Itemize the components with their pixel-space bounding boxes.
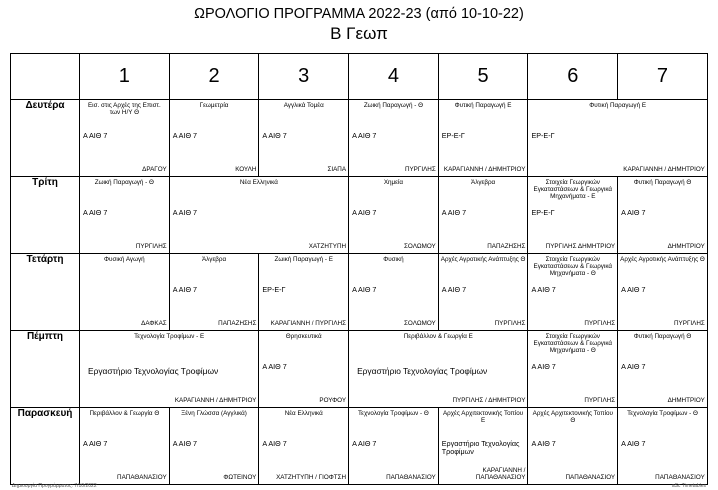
lesson-teacher: ΠΥΡΓΙΛΗΣ <box>584 397 616 404</box>
lesson-teacher: ΚΑΡΑΓΙΑΝΝΗ / ΔΗΜΗΤΡΙΟΥ <box>443 166 526 173</box>
lesson-room: Α ΑΙΘ 7 <box>531 362 556 371</box>
lesson-cell <box>528 408 618 485</box>
lesson-room: Α ΑΙΘ 7 <box>352 439 377 448</box>
lesson-teacher: ΚΑΡΑΓΙΑΝΝΗ / ΔΗΜΗΤΡΙΟΥ <box>174 397 257 404</box>
lesson-subject: Ξένη Γλώσσα (Αγγλικά) <box>181 410 247 417</box>
lesson-subject: Νέα Ελληνικά <box>284 410 323 417</box>
lesson-teacher: ΔΗΜΗΤΡΙΟΥ <box>667 397 705 404</box>
lesson-subject: Φυτική Παραγωγή Θ <box>633 179 692 186</box>
lesson-subject: Αρχές Αρχιτεκτονικής Τοπίου Θ <box>532 410 613 424</box>
lesson-room: Εργαστήριο Τεχνολογίας Τροφίμων <box>88 366 219 376</box>
day-label: Πέμπτη <box>11 331 80 408</box>
day-label: Τρίτη <box>11 177 80 254</box>
lesson-cell <box>259 408 349 485</box>
period-header: 3 <box>259 54 349 100</box>
lesson-subject: Περιβάλλον & Γεωργία Ε <box>403 333 473 340</box>
lesson-teacher: ΚΑΡΑΓΙΑΝΝΗ / ΔΗΜΗΤΡΙΟΥ <box>623 166 705 173</box>
lesson-room: ΕΡ-Ε-Γ <box>531 131 555 140</box>
period-header: 1 <box>80 54 170 100</box>
lesson-cell <box>349 100 439 177</box>
lesson-room: Εργαστήριο Τεχνολογίας Τροφίμων <box>441 439 520 456</box>
lesson-cell <box>80 177 170 254</box>
lesson-subject: Ζωική Παραγωγή - Ε <box>274 256 333 263</box>
lesson-subject: Αρχές Αγροτικής Ανάπτυξης Θ <box>620 256 705 263</box>
lesson-room: ΕΡ-Ε-Γ <box>531 208 555 217</box>
lesson-cell <box>618 177 708 254</box>
day-row <box>11 408 708 485</box>
lesson-teacher: ΔΗΜΗΤΡΙΟΥ <box>667 243 705 250</box>
lesson-subject: Στοιχεία Γεωργικών Εγκαταστάσεων & Γεωργικά Μηχανήματα - Ε <box>533 179 613 200</box>
lesson-subject: Θρησκευτικά <box>285 333 322 340</box>
lesson-subject: Άλγεβρα <box>471 179 496 186</box>
lesson-cell <box>528 177 618 254</box>
lesson-subject: Φυτική Παραγωγή Ε <box>454 102 512 109</box>
lesson-room: Α ΑΙΘ 7 <box>531 285 556 294</box>
lesson-cell <box>349 254 439 331</box>
lesson-subject: Αρχές Αρχιτεκτονικής Τοπίου Ε <box>442 410 524 424</box>
lesson-room: Α ΑΙΘ 7 <box>83 208 108 217</box>
lesson-teacher: ΔΑΦΚΑΣ <box>141 320 167 327</box>
lesson-cell <box>618 331 708 408</box>
lesson-subject: Γεωμετρία <box>199 102 229 109</box>
lesson-cell <box>169 408 259 485</box>
lesson-subject: Φυσική <box>383 256 404 263</box>
lesson-teacher: ΠΥΡΓΙΛΗΣ <box>494 320 526 327</box>
lesson-teacher: ΠΥΡΓΙΛΗΣ <box>674 320 705 327</box>
lesson-room: Α ΑΙΘ 7 <box>83 131 108 140</box>
day-row <box>11 254 708 331</box>
period-header: 5 <box>438 54 528 100</box>
lesson-room: Εργαστήριο Τεχνολογίας Τροφίμων <box>357 366 488 376</box>
lesson-subject: Φυτική Παραγωγή Θ <box>633 333 692 340</box>
timetable <box>10 53 708 485</box>
lesson-subject: Τεχνολογία Τροφίμων - Θ <box>627 410 698 417</box>
lesson-teacher: ΚΑΡΑΓΙΑΝΝΗ / ΠΥΡΓΙΛΗΣ <box>270 320 347 327</box>
lesson-teacher: ΠΥΡΓΙΛΗΣ <box>135 243 167 250</box>
lesson-subject: Χημεία <box>383 179 403 186</box>
lesson-room: Α ΑΙΘ 7 <box>441 285 467 294</box>
lesson-cell <box>259 254 349 331</box>
lesson-room: Α ΑΙΘ 7 <box>441 208 467 217</box>
period-header-row <box>11 54 708 100</box>
period-header: 4 <box>349 54 439 100</box>
lesson-teacher: ΠΥΡΓΙΛΗΣ ΔΗΜΗΤΡΙΟΥ <box>545 243 616 250</box>
lesson-subject: Φυσική Αγωγή <box>104 256 145 263</box>
day-row <box>11 177 708 254</box>
page-title: ΩΡΟΛΟΓΙΟ ΠΡΟΓΡΑΜΜΑ 2022-23 (από 10-10-22) <box>194 6 524 22</box>
lesson-subject: Εισ. στις Αρχές της Επιστ. των Η/Υ Θ <box>87 102 161 116</box>
lesson-subject: Αρχές Αγροτικής Ανάπτυξης Θ <box>440 256 526 263</box>
lesson-cell <box>80 100 170 177</box>
lesson-subject: Φυτική Παραγωγή Ε <box>589 102 647 109</box>
lesson-cell <box>438 100 528 177</box>
lesson-subject: Άλγεβρα <box>201 256 227 263</box>
class-name: Β Γεωπ <box>330 24 388 43</box>
lesson-subject: Τεχνολογία Τροφίμων - Θ <box>358 410 429 417</box>
day-row <box>11 331 708 408</box>
lesson-cell <box>80 331 259 408</box>
lesson-teacher: ΠΥΡΓΙΛΗΣ <box>584 320 616 327</box>
lesson-room: Α ΑΙΘ 7 <box>172 131 198 140</box>
lesson-room: Α ΑΙΘ 7 <box>172 439 198 448</box>
lesson-room: Α ΑΙΘ 7 <box>621 362 646 371</box>
lesson-room: Α ΑΙΘ 7 <box>621 439 646 448</box>
lesson-teacher: ΠΥΡΓΙΛΗΣ <box>404 166 436 173</box>
lesson-teacher: ΣΟΛΩΜΟΥ <box>404 320 436 327</box>
lesson-teacher: ΠΑΠΑΘΑΝΑΣΙΟΥ <box>655 474 705 481</box>
lesson-cell <box>349 177 439 254</box>
lesson-subject: Στοιχεία Γεωργικών Εγκαταστάσεων & Γεωργικά Μηχανήματα - Θ <box>533 333 613 354</box>
lesson-cell <box>528 254 618 331</box>
period-header: 6 <box>528 54 618 100</box>
lesson-cell <box>528 331 618 408</box>
lesson-cell <box>259 100 349 177</box>
footer-created: Δημιουργία Προγράμματος: 7/10/2022 <box>12 483 97 489</box>
lesson-cell <box>618 254 708 331</box>
lesson-cell <box>169 254 259 331</box>
lesson-cell <box>349 408 439 485</box>
lesson-room: Α ΑΙΘ 7 <box>262 131 287 140</box>
lesson-cell <box>80 408 170 485</box>
lesson-room: Α ΑΙΘ 7 <box>352 285 377 294</box>
lesson-room: ΕΡ-Ε-Γ <box>441 131 465 140</box>
lesson-teacher: ΦΩΤΕΙΝΟΥ <box>223 474 257 481</box>
lesson-teacher: ΠΑΠΑΖΗΣΗΣ <box>487 243 526 250</box>
lesson-teacher: ΠΑΠΑΘΑΝΑΣΙΟΥ <box>565 474 616 481</box>
lesson-cell <box>438 177 528 254</box>
lesson-room: Α ΑΙΘ 7 <box>262 439 287 448</box>
lesson-subject: Ζωική Παραγωγή - Θ <box>363 102 423 109</box>
lesson-teacher: ΣΟΛΩΜΟΥ <box>404 243 436 250</box>
lesson-room: Α ΑΙΘ 7 <box>531 439 556 448</box>
lesson-subject: Τεχνολογία Τροφίμων - Ε <box>134 333 205 340</box>
lesson-cell <box>438 254 528 331</box>
lesson-teacher: ΚΑΡΑΓΙΑΝΝΗ / ΠΑΠΑΘΑΝΑΣΙΟΥ <box>475 467 526 481</box>
lesson-room: Α ΑΙΘ 7 <box>262 362 287 371</box>
lesson-cell <box>528 100 707 177</box>
lesson-teacher: ΣΙΑΠΑ <box>327 166 347 173</box>
lesson-subject: Αγγλικά Τομέα <box>283 102 324 109</box>
lesson-subject: Στοιχεία Γεωργικών Εγκαταστάσεων & Γεωργικά Μηχανήματα - Θ <box>533 256 613 277</box>
lesson-room: Α ΑΙΘ 7 <box>172 285 198 294</box>
lesson-room: Α ΑΙΘ 7 <box>352 208 377 217</box>
lesson-teacher: ΠΑΠΑΘΑΝΑΣΙΟΥ <box>386 474 436 481</box>
footer-software: aSc Timetables <box>671 483 706 489</box>
lesson-room: Α ΑΙΘ 7 <box>621 285 646 294</box>
lesson-teacher: ΠΑΠΑΘΑΝΑΣΙΟΥ <box>117 474 167 481</box>
period-header: 2 <box>169 54 259 100</box>
lesson-teacher: ΡΟΥΦΟΥ <box>319 397 347 404</box>
lesson-cell <box>169 100 259 177</box>
lesson-teacher: ΚΟΥΛΗ <box>235 166 257 173</box>
lesson-room: Α ΑΙΘ 7 <box>83 439 108 448</box>
lesson-teacher: ΠΥΡΓΙΛΗΣ / ΔΗΜΗΤΡΙΟΥ <box>452 397 526 404</box>
lesson-teacher: ΧΑΤΖΗΤΥΠΗ <box>308 243 347 250</box>
lesson-subject: Περιβάλλον & Γεωργία Θ <box>89 410 160 417</box>
lesson-room: Α ΑΙΘ 7 <box>352 131 377 140</box>
day-row <box>11 100 708 177</box>
lesson-teacher: ΧΑΤΖΗΤΥΠΗ / ΓΙΟΦΤΣΗ <box>276 474 347 481</box>
day-label: Δευτέρα <box>11 100 80 177</box>
corner-cell <box>11 54 80 100</box>
lesson-cell <box>618 408 708 485</box>
lesson-cell <box>80 254 170 331</box>
lesson-teacher: ΠΑΠΑΖΗΣΗΣ <box>218 320 257 327</box>
lesson-cell <box>438 408 528 485</box>
lesson-cell <box>169 177 348 254</box>
lesson-room: Α ΑΙΘ 7 <box>172 208 198 217</box>
lesson-cell <box>259 331 349 408</box>
lesson-room: Α ΑΙΘ 7 <box>621 208 646 217</box>
lesson-teacher: ΔΡΑΓΟΥ <box>142 166 167 173</box>
lesson-subject: Ζωική Παραγωγή - Θ <box>94 179 154 186</box>
lesson-cell <box>349 331 528 408</box>
day-label: Τετάρτη <box>11 254 80 331</box>
period-header: 7 <box>618 54 708 100</box>
lesson-room: ΕΡ-Ε-Γ <box>262 285 286 294</box>
day-label: Παρασκευή <box>11 408 80 485</box>
lesson-subject: Νέα Ελληνικά <box>239 179 278 186</box>
